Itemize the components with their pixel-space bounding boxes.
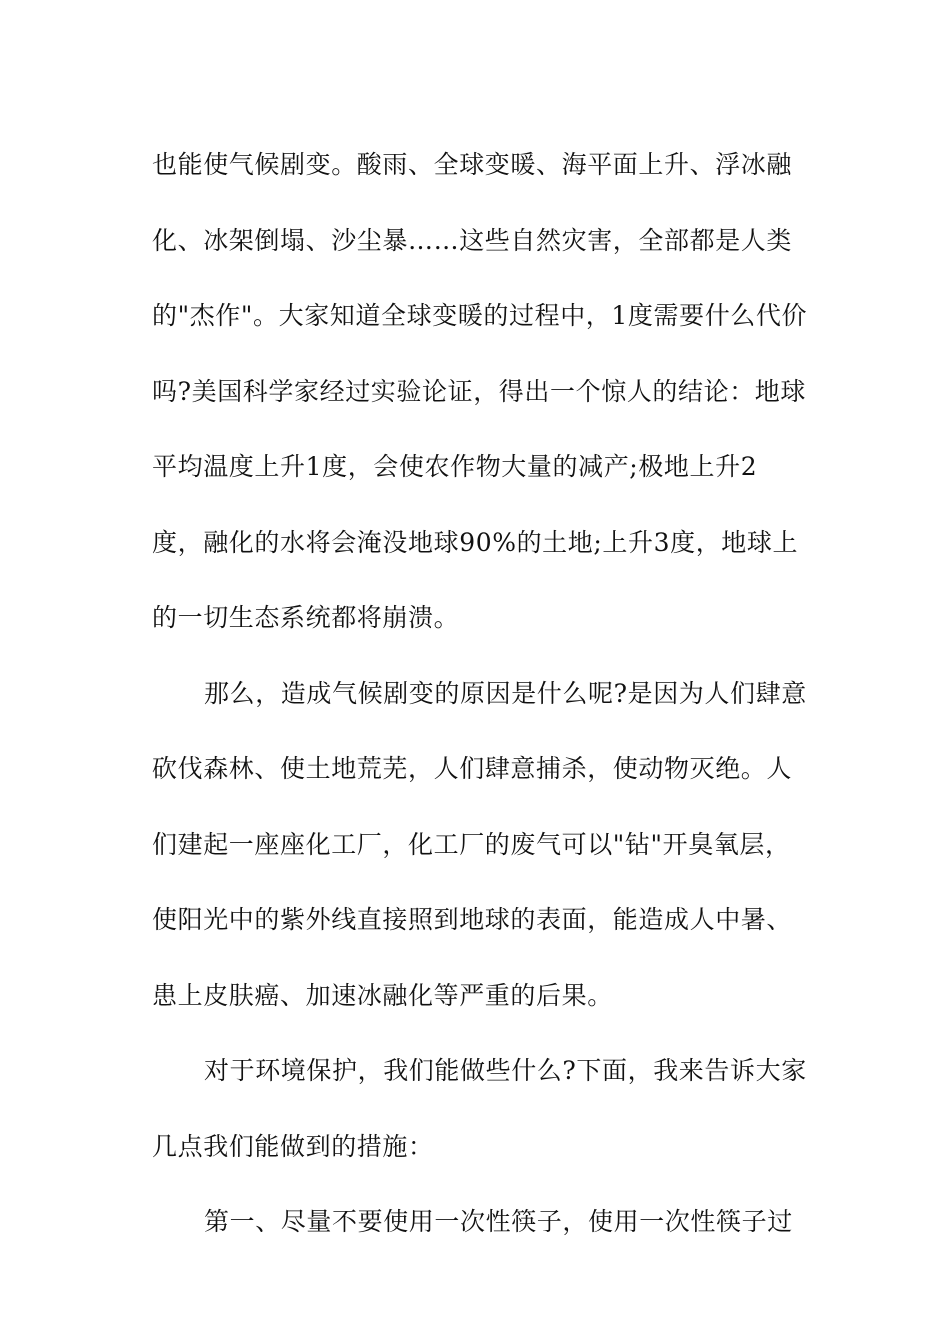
- paragraph-start-line: 那么，造成气候剧变的原因是什么呢?是因为人们肆意: [204, 678, 807, 708]
- text-line: 的"杰作"。大家知道全球变暖的过程中，1度需要什么代价: [152, 301, 808, 330]
- text-line: 几点我们能做到的措施：: [152, 1131, 434, 1161]
- paragraph-start-line: 第一、尽量不要使用一次性筷子，使用一次性筷子过: [204, 1207, 793, 1236]
- text-line: 们建起一座座化工厂，化工厂的废气可以"钻"开臭氧层，: [152, 829, 791, 859]
- document-body: [152, 127, 812, 1260]
- text-line: 吗?美国科学家经过实验论证，得出一个惊人的结论：地球: [152, 376, 807, 406]
- text-line: 化、冰架倒塌、沙尘暴……这些自然灾害，全部都是人类: [152, 225, 793, 255]
- text-line: 患上皮肤癌、加速冰融化等严重的后果。: [152, 980, 613, 1010]
- text-line: 度，融化的水将会淹没地球90%的土地;上升3度，地球上: [152, 527, 799, 557]
- text-line: 使阳光中的紫外线直接照到地球的表面，能造成人中暑、: [152, 905, 793, 934]
- text-line: 也能使气候剧变。酸雨、全球变暖、海平面上升、浮冰融: [152, 150, 793, 179]
- text-line: 的一切生态系统都将崩溃。: [152, 603, 460, 632]
- paragraph-start-line: 对于环境保护，我们能做些什么?下面，我来告诉大家: [204, 1056, 807, 1085]
- text-line: 砍伐森林、使土地荒芜，人们肆意捕杀，使动物灭绝。人: [152, 754, 793, 783]
- text-line: 平均温度上升1度，会使农作物大量的减产;极地上升2: [152, 452, 758, 481]
